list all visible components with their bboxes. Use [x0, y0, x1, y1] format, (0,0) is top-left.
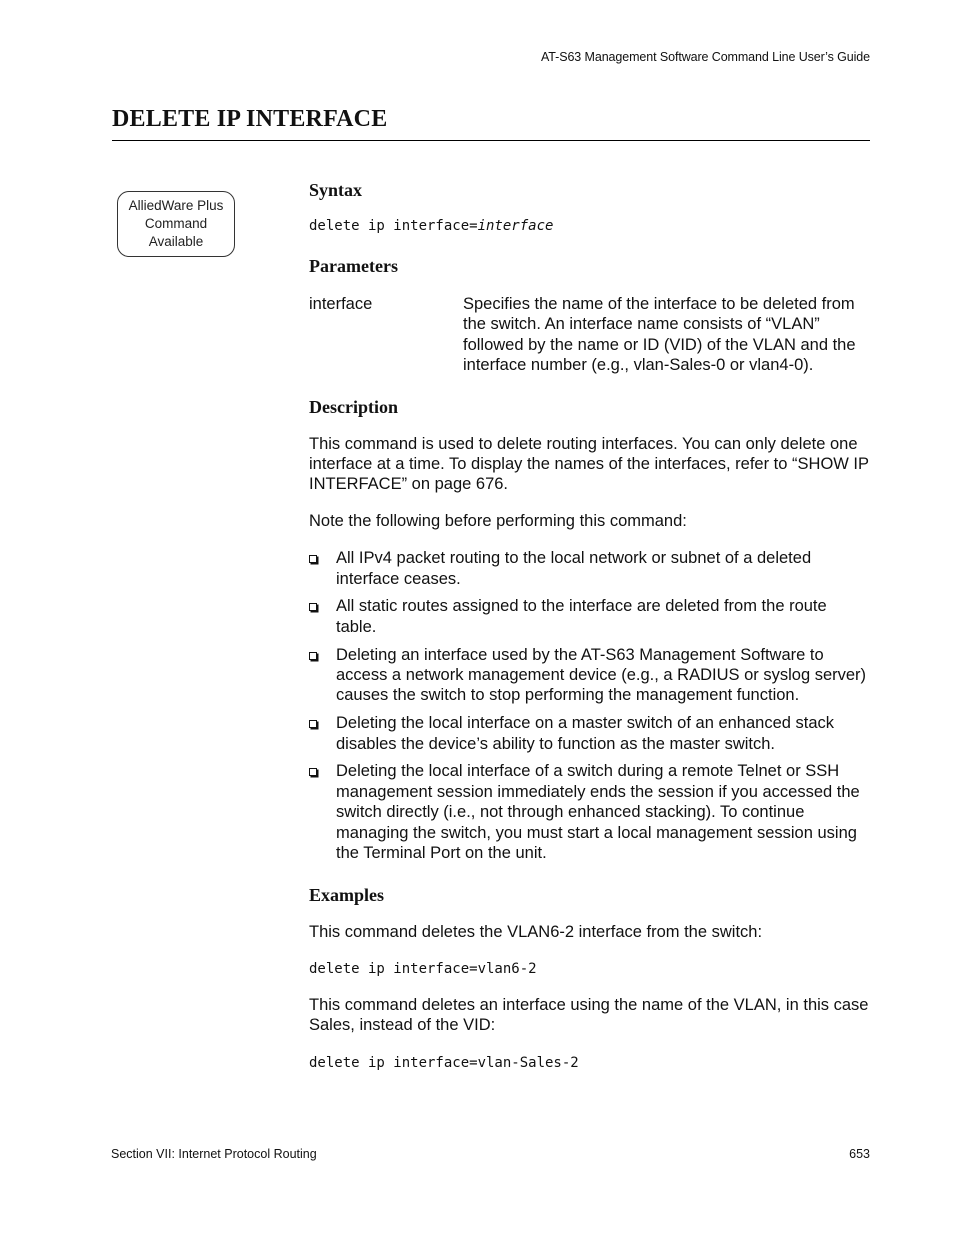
- note-text: All IPv4 packet routing to the local network or subnet of a deleted interface ceases.: [336, 549, 812, 588]
- note-text: Deleting the local interface of a switch during a remote Telnet or SSH management session immediately ends the session if you accessed the switch directly (i.e., not through enhanced stacking). To continue managing the switch, you must start a local management session using the Terminal Port on the unit.: [336, 762, 860, 863]
- syntax-argument: interface: [477, 218, 554, 234]
- note-item: [309, 645, 870, 706]
- checkbox-bullet-icon: [309, 603, 317, 611]
- page-number: 653: [849, 1147, 870, 1161]
- examples-heading: Examples: [309, 884, 385, 905]
- badge-line-2: Command: [144, 216, 208, 231]
- syntax-command: [309, 216, 870, 236]
- syntax-command-text: delete ip interface=: [309, 218, 478, 234]
- example-code-2: delete ip interface=vlan-Sales-2: [309, 1054, 579, 1071]
- note-list: [309, 548, 870, 863]
- description-paragraph-1: This command is used to delete routing interfaces. You can only delete one interface at a time. To display the names of the interfaces, refer to “SHOW IP INTERFACE” on page 676.: [309, 434, 869, 494]
- note-item: [309, 713, 870, 754]
- description-heading: Description: [309, 396, 398, 417]
- parameter-name: interface: [309, 295, 373, 313]
- running-footer: [111, 1147, 870, 1161]
- alliedware-plus-badge: [117, 191, 235, 257]
- checkbox-bullet-icon: [309, 555, 317, 563]
- note-text: All static routes assigned to the interface are deleted from the route table.: [336, 597, 827, 636]
- note-item: [309, 548, 870, 589]
- footer-section: Section VII: Internet Protocol Routing: [111, 1147, 317, 1161]
- note-text: Deleting the local interface on a master switch of an enhanced stack disables the device’s ability to function as the master switch.: [336, 714, 835, 753]
- checkbox-bullet-icon: [309, 768, 317, 776]
- checkbox-bullet-icon: [309, 652, 317, 660]
- example-code-1: delete ip interface=vlan6-2: [309, 960, 537, 977]
- parameter-row: [309, 294, 870, 376]
- note-item: [309, 761, 870, 863]
- running-header: AT-S63 Management Software Command Line User’s Guide: [541, 50, 870, 64]
- description-paragraph-2: Note the following before performing this command:: [309, 512, 687, 531]
- example-intro-1: This command deletes the VLAN6-2 interface from the switch:: [309, 922, 763, 941]
- parameters-heading: Parameters: [309, 256, 398, 276]
- main-content: [309, 178, 870, 1073]
- page-title: DELETE IP INTERFACE: [112, 106, 388, 132]
- parameter-description: Specifies the name of the interface to be deleted from the switch. An interface name consists of “VLAN” followed by the name or ID (VID) of the VLAN and the interface number (e.g., vlan-Sales-0 or vlan4-0).: [463, 295, 856, 375]
- title-rule: [112, 140, 870, 141]
- badge-line-3: Available: [148, 234, 204, 249]
- checkbox-bullet-icon: [309, 720, 317, 728]
- note-item: [309, 596, 870, 637]
- note-text: Deleting an interface used by the AT-S63 Management Software to access a network management device (e.g., a RADIUS or syslog server) causes the switch to stop performing the management function.: [336, 645, 867, 705]
- example-intro-2: This command deletes an interface using the name of the VLAN, in this case Sales, instead of the VID:: [309, 995, 869, 1035]
- syntax-heading: Syntax: [309, 180, 363, 200]
- badge-line-1: AlliedWare Plus: [128, 198, 224, 213]
